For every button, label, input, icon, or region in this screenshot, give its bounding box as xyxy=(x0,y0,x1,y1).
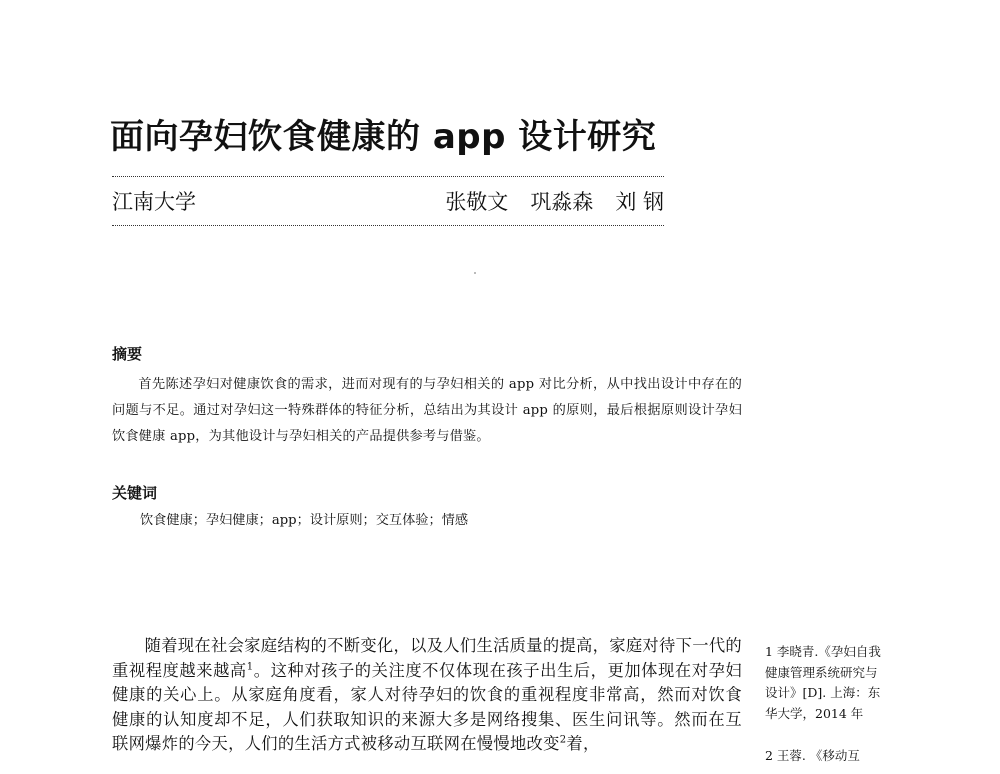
keywords-heading: 关键词 xyxy=(112,484,158,502)
footnote: 1 李晓青.《孕妇自我健康管理系统研究与设计》[D]. 上海：东华大学，2014 年 xyxy=(765,644,881,721)
footnote: 2 王蓉. 《移动互 xyxy=(765,748,860,763)
author-list xyxy=(445,187,664,217)
footnote-column xyxy=(765,642,885,774)
footnote-ref: 1 xyxy=(246,661,254,673)
paper-title: 面向孕妇饮食健康的 app 设计研究 xyxy=(110,117,657,157)
scan-speck xyxy=(474,272,476,274)
body-paragraph xyxy=(112,634,742,757)
title-divider-bottom xyxy=(112,225,664,226)
body-text-segment: 着， xyxy=(566,734,600,753)
abstract-heading: 摘要 xyxy=(112,345,143,363)
title-divider-top xyxy=(112,176,664,177)
body-text-segment: 随着现在社会家庭结构的不断变化，以及人们生活质量的提高，家庭对待下一代的重视程度越来越高 xyxy=(112,636,742,680)
author-name: 巩淼森 xyxy=(530,190,594,214)
author-name: 刘 钢 xyxy=(615,190,664,214)
abstract-text: 首先陈述孕妇对健康饮食的需求，进而对现有的与孕妇相关的 app 对比分析，从中找出设计中存在的问题与不足。通过对孕妇这一特殊群体的特征分析，总结出为其设计 app 的原则，最后根据原则设计孕妇饮食健康 app，为其他设计与孕妇相关的产品提供参考与借鉴。 xyxy=(112,377,742,444)
affiliation: 江南大学 xyxy=(112,190,196,214)
body-text-segment: 。这种对孩子的关注度不仅体现在孩子出生后，更加体现在对孕妇健康的关心上。从家庭角度看，家人对待孕妇的饮食的重视程度非常高，然而对饮食健康的认知度却不足，人们获取知识的来源大多是网络搜集、医生问讯等。然而在互联网爆炸的今天，人们的生活方式被移动互联网在慢慢地改变 xyxy=(112,660,742,753)
footnote-ref: 2 xyxy=(559,734,567,746)
keywords-text: 饮食健康；孕妇健康；app；设计原则；交互体验；情感 xyxy=(140,513,469,528)
author-name: 张敬文 xyxy=(445,190,509,214)
